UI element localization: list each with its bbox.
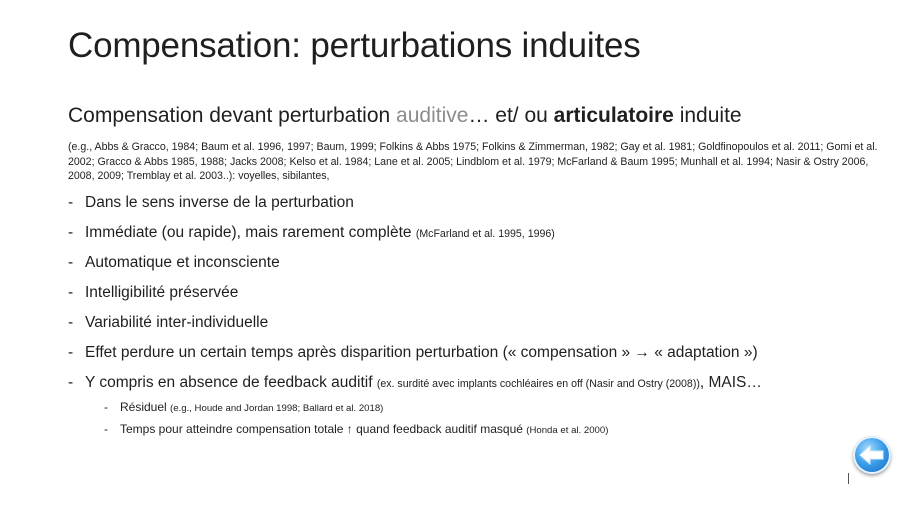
subtitle-part1: Compensation devant perturbation	[68, 104, 397, 127]
text-cursor-mark	[848, 473, 849, 484]
bullet-item	[68, 252, 903, 282]
bullet-citation: (ex. surdité avec implants cochléaires en off (Nasir and Ostry (2008))	[376, 378, 700, 390]
sub-bullet-citation: (Honda et al. 2000)	[526, 425, 609, 436]
sub-bullet-list	[104, 399, 824, 443]
subtitle-auditive: auditive	[396, 104, 469, 127]
sub-bullet-citation: (e.g., Houde and Jordan 1998; Ballard et al. 2018)	[170, 403, 384, 414]
slide-subtitle	[68, 104, 742, 128]
bullet-dash: -	[68, 224, 74, 241]
sub-bullet-dash: -	[104, 422, 108, 436]
sub-bullet-dash: -	[104, 400, 108, 414]
bullet-text: Effet perdure un certain temps après disparition perturbation (« compensation » → « adaptation »)	[85, 344, 758, 361]
bullet-text: Y compris en absence de feedback auditif	[85, 374, 377, 391]
slide-title: Compensation: perturbations induites	[68, 26, 641, 65]
bullet-dash: -	[68, 194, 74, 211]
bullet-dash: -	[68, 284, 74, 301]
bullet-item	[68, 342, 903, 372]
bullet-item	[68, 222, 903, 252]
sub-bullet-item	[104, 399, 824, 421]
subtitle-part3: induite	[673, 104, 742, 127]
references-text: (e.g., Abbs & Gracco, 1984; Baum et al. 1996, 1997; Baum, 1999; Folkins & Abbs 1975; Folkins & Zimmerman, 1982; Gay et al. 1981; Goldfinopoulos et al. 2011; Gomi et al. 2002; Gracco & Abbs 1985, 1988; Jacks 2008; Kelso et al. 1984; Lane et al. 2005; Lindblom et al. 1979; McFarland & Baum 1995; Munhall et al. 1994; Nasir & Ostry 2006, 2008, 2009; Tremblay et al. 2003..): voyelles, sibilantes,	[68, 141, 878, 182]
back-nav-button[interactable]	[853, 436, 891, 474]
bullet-tail: , MAIS…	[699, 374, 762, 391]
bullet-item	[68, 312, 903, 342]
bullet-item	[68, 192, 903, 222]
bullet-text: Immédiate (ou rapide), mais rarement complète	[85, 224, 416, 241]
sub-bullet-item	[104, 421, 824, 443]
back-arrow-icon	[858, 442, 886, 468]
bullet-text: Variabilité inter-individuelle	[85, 314, 269, 331]
sub-bullet-text: Temps pour atteindre compensation totale ↑ quand feedback auditif masqué	[120, 422, 527, 436]
subtitle-part2: … et/ ou	[468, 104, 554, 127]
bullet-dash: -	[68, 374, 74, 391]
bullet-dash: -	[68, 344, 74, 361]
bullet-list	[68, 192, 903, 402]
bullet-dash: -	[68, 254, 74, 271]
bullet-item	[68, 372, 903, 402]
bullet-citation: (McFarland et al. 1995, 1996)	[415, 228, 555, 240]
bullet-dash: -	[68, 314, 74, 331]
bullet-item	[68, 282, 903, 312]
sub-bullet-text: Résiduel	[120, 400, 171, 414]
bullet-text: Automatique et inconsciente	[85, 254, 280, 271]
bullet-text: Dans le sens inverse de la perturbation	[85, 194, 354, 211]
subtitle-articulatoire: articulatoire	[553, 104, 674, 127]
bullet-text: Intelligibilité préservée	[85, 284, 239, 301]
